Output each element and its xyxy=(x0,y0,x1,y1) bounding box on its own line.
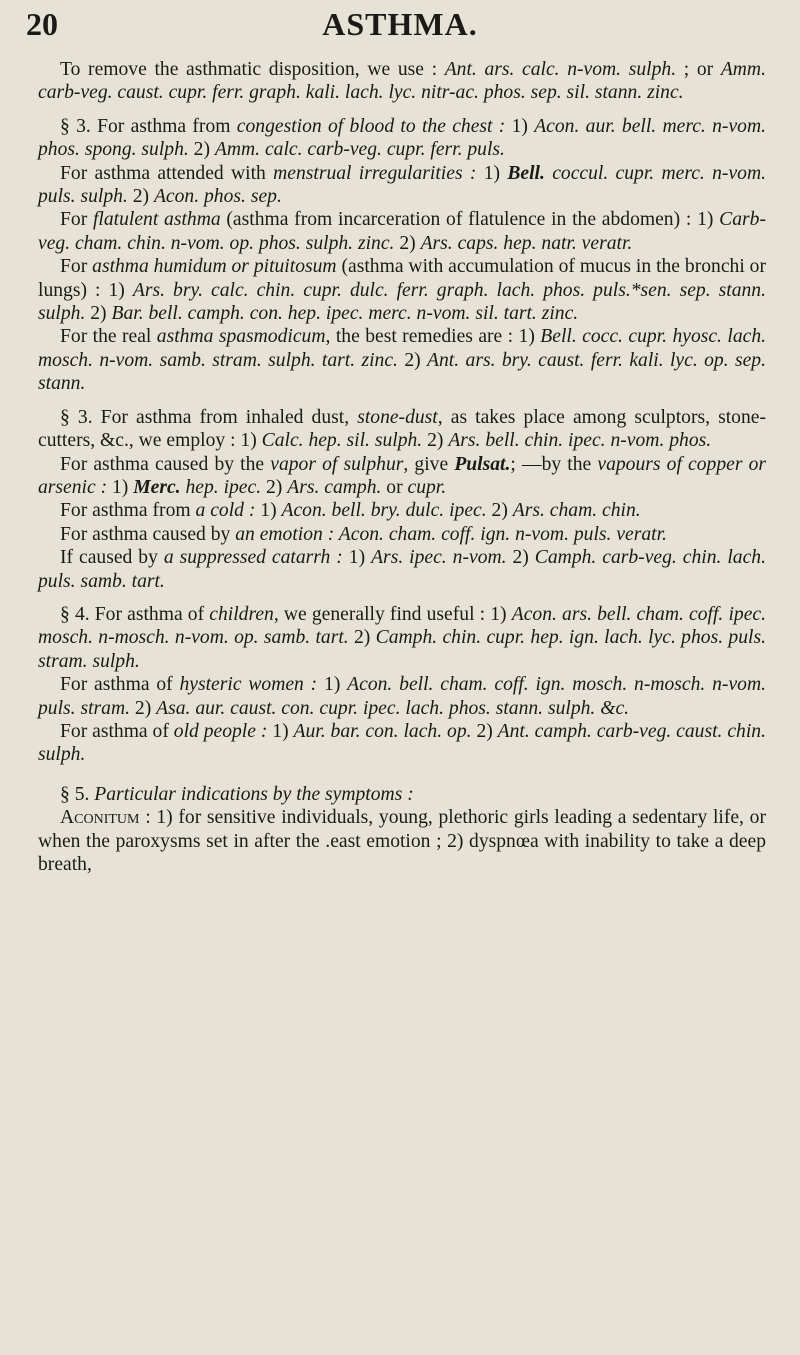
paragraph-spasmodicum: For the real asthma spasmodicum, the best remedies are : 1) Bell. cocc. cupr. hyosc. lach. mosch. n-vom. samb. stram. sulph. tart. zinc. 2) Ant. ars. bry. caust. ferr. kali. lyc. op. sep. stann. xyxy=(38,326,767,395)
paragraph-particular-indications: § 5. Particular indications by the symptoms : xyxy=(60,783,414,805)
paragraph-old-people: For asthma of old people : 1) Aur. bar. con. lach. op. 2) Ant. camph. carb-veg. caust. chin. sulph. xyxy=(38,720,766,766)
paragraph-asthmatic-disposition: To remove the asthmatic disposition, we use : Ant. ars. calc. n-vom. sulph. ; or Amm. carb-veg. caust. cupr. ferr. graph. kali. lach. lyc. nitr-ac. phos. sep. sil. stann. zinc. xyxy=(38,59,766,104)
paragraph-stone-dust: § 3. For asthma from inhaled dust, stone-dust, as takes place among sculptors, stone-cutters, &c., we employ : 1) Calc. hep. sil. sulph. 2) Ars. bell. chin. ipec. n-vom. phos. xyxy=(38,406,766,452)
page-number: 20 xyxy=(26,6,58,42)
paragraph-cold: For asthma from a cold : 1) Acon. bell. bry. dulc. ipec. 2) Ars. cham. chin. xyxy=(60,500,641,522)
paragraph-hysteric-women: For asthma of hysteric women : 1) Acon. bell. cham. coff. ign. mosch. n-mosch. n-vom. puls. stram. 2) Asa. aur. caust. con. cupr. ipec. lach. phos. stann. sulph. &c. xyxy=(38,674,766,719)
paragraph-menstrual: For asthma attended with menstrual irregularities : 1) Bell. coccul. cupr. merc. n-vom. puls. sulph. 2) Acon. phos. sep. xyxy=(38,162,766,208)
paragraph-children: § 4. For asthma of children, we generally find useful : 1) Acon. ars. bell. cham. coff. ipec. mosch. n-mosch. n-vom. op. samb. tart. 2) Camph. chin. cupr. hep. ign. lach. lyc. phos. puls. stram. sulph. xyxy=(38,603,767,672)
running-title: ASTHMA. xyxy=(322,6,478,42)
paragraph-flatulent: For flatulent asthma (asthma from incarceration of flatulence in the abdomen) : 1) Carb-veg. cham. chin. n-vom. op. phos. sulph. zinc. 2) Ars. caps. hep. natr. veratr. xyxy=(38,209,766,254)
paragraph-emotion: For asthma caused by an emotion : Acon. cham. coff. ign. n-vom. puls. veratr. xyxy=(60,523,667,545)
paragraph-humidum: For asthma humidum or pituitosum (asthma with accumulation of mucus in the bronchi or lungs) : 1) Ars. bry. calc. chin. cupr. dulc. ferr. graph. lach. phos. puls.*sen. sep. stann. sulph. 2) Bar. bell. camph. con. hep. ipec. merc. n-vom. sil. tart. zinc. xyxy=(38,256,766,325)
body-text xyxy=(38,58,766,876)
paragraph-sulphur-vapor: For asthma caused by the vapor of sulphur, give Pulsat.; —by the vapours of copper or arsenic : 1) Merc. hep. ipec. 2) Ars. camph. or cupr. xyxy=(38,453,767,498)
paragraph-congestion: § 3. For asthma from congestion of blood to the chest : 1) Acon. aur. bell. merc. n-vom. phos. spong. sulph. 2) Amm. calc. carb-veg. cupr. ferr. puls. xyxy=(38,115,766,161)
paragraph-aconitum: Aconitum : 1) for sensitive individuals, young, plethoric girls leading a sedentary life, or when the paroxysms set in after the .east emotion ; 2) dyspnœa with inability to take a deep breath, xyxy=(38,807,766,875)
paragraph-suppressed-catarrh: If caused by a suppressed catarrh : 1) Ars. ipec. n-vom. 2) Camph. carb-veg. chin. lach. puls. samb. tart. xyxy=(38,547,766,592)
page-header xyxy=(0,6,800,50)
